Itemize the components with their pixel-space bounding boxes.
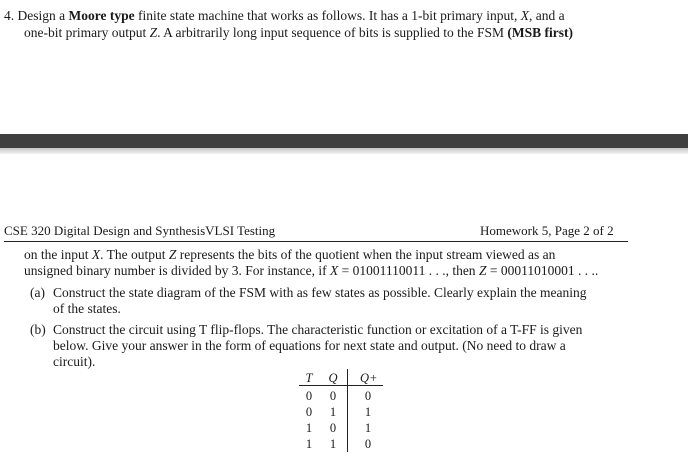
part-b-line-1: Construct the circuit using T flip-flops. The characteristic function or excitation of a T-FF is given [53,322,583,337]
tt-cell: 0 [364,437,372,451]
question-text: Design a [17,8,69,23]
question-text: one-bit primary output [24,25,150,40]
question-line-1 [4,7,565,24]
tt-cell: 1 [364,421,372,435]
var-x: X [520,8,530,23]
tt-column-rule [347,369,348,452]
part-b-label: (b) [30,322,46,337]
question-line-2 [24,24,573,41]
part-b-line-2: below. Give your answer in the form of equations for next state and output. (No need to draw a [53,338,566,353]
continuation-line-2 [24,262,598,279]
tt-cell: 1 [329,437,337,451]
tt-cell: 1 [305,421,313,435]
continuation-text: = 00011010001 . . .. [486,263,599,278]
tt-header-t: T [305,371,313,385]
tt-cell: 0 [329,421,337,435]
moore-type-bold: Moore type [68,8,135,23]
header-rule [4,241,628,242]
question-number: 4. [4,8,15,23]
page-divider [0,134,688,148]
var-x: X [329,263,339,278]
msb-first-bold: (MSB first) [507,25,573,40]
tt-cell: 0 [305,389,313,403]
tt-cell: 0 [305,405,313,419]
tt-cell: 0 [329,389,337,403]
var-z: Z [478,263,487,278]
var-z: Z [168,247,177,262]
page-divider-shadow [0,148,688,154]
var-z: Z [149,25,158,40]
var-x: X [91,247,101,262]
tt-cell: 1 [364,405,372,419]
continuation-text: on the input [24,247,92,262]
question-text: , and a [529,8,565,23]
continuation-line-1 [24,246,555,263]
part-a-line-2: of the states. [53,301,121,316]
question-text: . A arbitrarily long input sequence of bits is supplied to the FSM [157,25,508,40]
tt-header-rule [299,385,383,386]
tt-cell: 1 [305,437,313,451]
continuation-text: . The output [100,247,169,262]
tt-cell: 0 [364,389,372,403]
part-a-label: (a) [30,285,45,300]
continuation-text: = 01001110011 . . ., then [338,263,479,278]
question-text: finite state machine that works as follows. It has a 1-bit primary input, [134,8,521,23]
tt-cell: 1 [329,405,337,419]
header-course-title: CSE 320 Digital Design and SynthesisVLSI Testing [4,223,276,238]
continuation-text: represents the bits of the quotient when the input stream viewed as an [176,247,556,262]
continuation-text: unsigned binary number is divided by 3. For instance, if [24,263,330,278]
part-a-line-1: Construct the state diagram of the FSM with as few states as possible. Clearly explain the meaning [53,285,587,300]
header-page-info: Homework 5, Page 2 of 2 [480,223,614,238]
tt-header-qplus: Q+ [360,371,378,385]
tt-header-q: Q [328,371,338,385]
part-b-line-3: circuit). [53,354,96,369]
